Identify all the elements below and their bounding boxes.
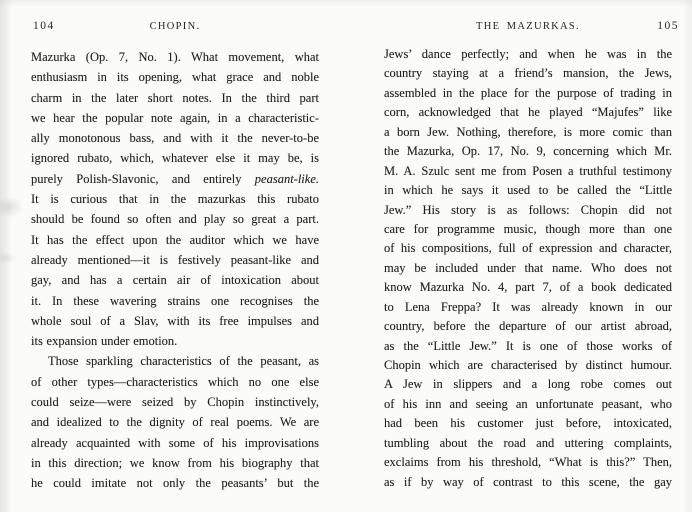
text-line (384, 181, 672, 200)
text-segment: assembled in the place for the purpose of trading in (384, 85, 672, 100)
text-line (31, 351, 319, 371)
scan-edge-shadow-right (683, 0, 692, 512)
text-segment: it. In these wavering strains one recognises the (31, 293, 319, 308)
page-left (31, 0, 319, 512)
text-segment: could seize—were seized by Chopin instinctively, (31, 395, 319, 410)
text-line (31, 148, 319, 168)
text-line (384, 201, 672, 220)
text-segment: Those sparkling characteristics of the peasant, as (48, 354, 319, 369)
text-segment: enthusiasm in its opening, what grace and noble (31, 70, 319, 85)
text-line (384, 162, 672, 181)
text-segment: It is curious that in the mazurkas this rubato (31, 192, 319, 207)
page-left-header (31, 21, 319, 36)
text-line (384, 434, 672, 453)
text-line (384, 278, 672, 297)
text-segment: may be included under that name. Who does not (384, 260, 672, 275)
text-line (31, 250, 319, 270)
text-segment: and idealized to the dignity of real poems. We are (31, 415, 319, 430)
text-line (384, 103, 672, 122)
text-line (31, 128, 319, 148)
text-segment: care for programme music, though more than one (384, 221, 672, 236)
text-segment: Jews’ dance perfectly; and when he was in the (384, 47, 672, 61)
text-line (384, 239, 672, 258)
text-segment: of his inn and seeing an unfortunate peasant, who (384, 396, 672, 411)
text-segment: had been his customer just before, intoxicated, (384, 416, 672, 431)
text-segment: ally monotonous bass, and with it the never-to-be (31, 131, 319, 146)
text-segment: It has the effect upon the auditor which we have (31, 232, 319, 247)
text-line (31, 453, 319, 473)
text-line (384, 45, 672, 64)
page-number-left: 104 (33, 20, 55, 32)
text-line (31, 433, 319, 453)
text-line (384, 259, 672, 278)
text-line (384, 220, 672, 239)
text-line (384, 317, 672, 336)
running-header-left: CHOPIN. (149, 21, 201, 32)
text-segment: whole soul of a Slav, with its free impulses and (31, 313, 319, 328)
text-segment: the Mazurka, Op. 17, No. 9, concerning which Mr. (384, 144, 672, 159)
text-line (384, 123, 672, 142)
text-line (31, 209, 319, 229)
text-line (31, 88, 319, 108)
text-line (384, 356, 672, 375)
text-line (31, 270, 319, 290)
text-segment: already mentioned—it is festively peasant-like and (31, 252, 319, 267)
text-segment: country staying at a friend’s mansion, the Jews, (384, 66, 672, 81)
text-segment: Mazurka (Op. 7, No. 1). What movement, what (31, 50, 319, 64)
page-right (384, 0, 679, 512)
running-header-right: THE MAZURKAS. (476, 21, 580, 32)
text-line (384, 142, 672, 161)
text-segment: country, before the departure of our artist abroad, (384, 319, 672, 334)
text-segment: as if by way of contrast to this scene, the gay (384, 474, 672, 489)
text-segment: A Jew in slippers and a long robe comes out (384, 377, 672, 392)
text-segment: Chopin which are characterised by distinct humour. (384, 358, 672, 372)
scan-smudge (0, 252, 17, 264)
text-segment: of other types—characteristics which no one else (31, 374, 319, 389)
text-segment: should be found so often and play so great a part. (31, 212, 319, 227)
text-line (384, 453, 672, 472)
page-right-header (384, 20, 679, 36)
text-line (31, 412, 319, 432)
text-segment: ignored rubato, which, whatever else it may be, is (31, 151, 319, 166)
text-line (384, 298, 672, 317)
text-segment: to Lena Freppa? It was already known in our (384, 299, 672, 314)
page-number-right: 105 (657, 20, 679, 32)
text-segment: Jew.” His story is as follows: Chopin did not (384, 202, 672, 217)
text-line (31, 47, 319, 67)
text-segment: a born Jew. Nothing, therefore, is more comic than (384, 124, 672, 139)
text-line (384, 337, 672, 356)
text-line (384, 84, 672, 103)
text-segment: we hear the popular note again, in a characteristic- (31, 110, 319, 125)
text-segment: he could imitate not only the peasants’ but the (31, 476, 319, 491)
text-line (31, 230, 319, 250)
text-segment: purely Polish-Slavonic, and entirely (31, 171, 255, 186)
text-segment: know Mazurka No. 4, part 7, of a book dedicated (384, 280, 672, 295)
text-line (31, 189, 319, 209)
scan-smudge (0, 196, 24, 218)
text-line (384, 395, 672, 414)
text-line (31, 372, 319, 392)
text-line (384, 64, 672, 83)
text-line (384, 414, 672, 433)
text-segment: already acquainted with some of his improvisations (31, 435, 319, 450)
text-segment: in this direction; we know from his biography that (31, 455, 319, 470)
text-line (31, 331, 319, 351)
text-segment: of his compositions, full of expression and character, (384, 241, 672, 256)
text-line (31, 291, 319, 311)
text-segment: as the “Little Jew.” It is one of those works of (384, 338, 672, 353)
text-line (31, 108, 319, 128)
text-segment: its expansion under emotion. (31, 334, 178, 349)
text-segment: in which he says it used to be called the “Little (384, 183, 672, 198)
text-segment: corn, acknowledged that he played “Majufes” like (384, 105, 672, 120)
text-segment: tumbling about the road and uttering complaints, (384, 435, 672, 450)
italic-text: peasant-like. (254, 171, 319, 186)
page-left-body (31, 47, 319, 494)
page-right-body (384, 45, 672, 492)
text-line (384, 473, 672, 492)
text-line (31, 169, 319, 189)
text-segment: charm in the later short notes. In the third part (31, 90, 319, 105)
text-segment: gay, and has a certain air of intoxication about (31, 273, 319, 288)
text-segment: M. A. Szulc sent me from Posen a truthful testimony (384, 163, 672, 178)
text-line (31, 473, 319, 493)
text-segment: exclaims from his threshold, “What is this?” Then, (384, 455, 672, 470)
text-line (384, 375, 672, 394)
scan-edge-shadow-left (0, 0, 12, 512)
text-line (31, 67, 319, 87)
text-line (31, 392, 319, 412)
text-line (31, 311, 319, 331)
